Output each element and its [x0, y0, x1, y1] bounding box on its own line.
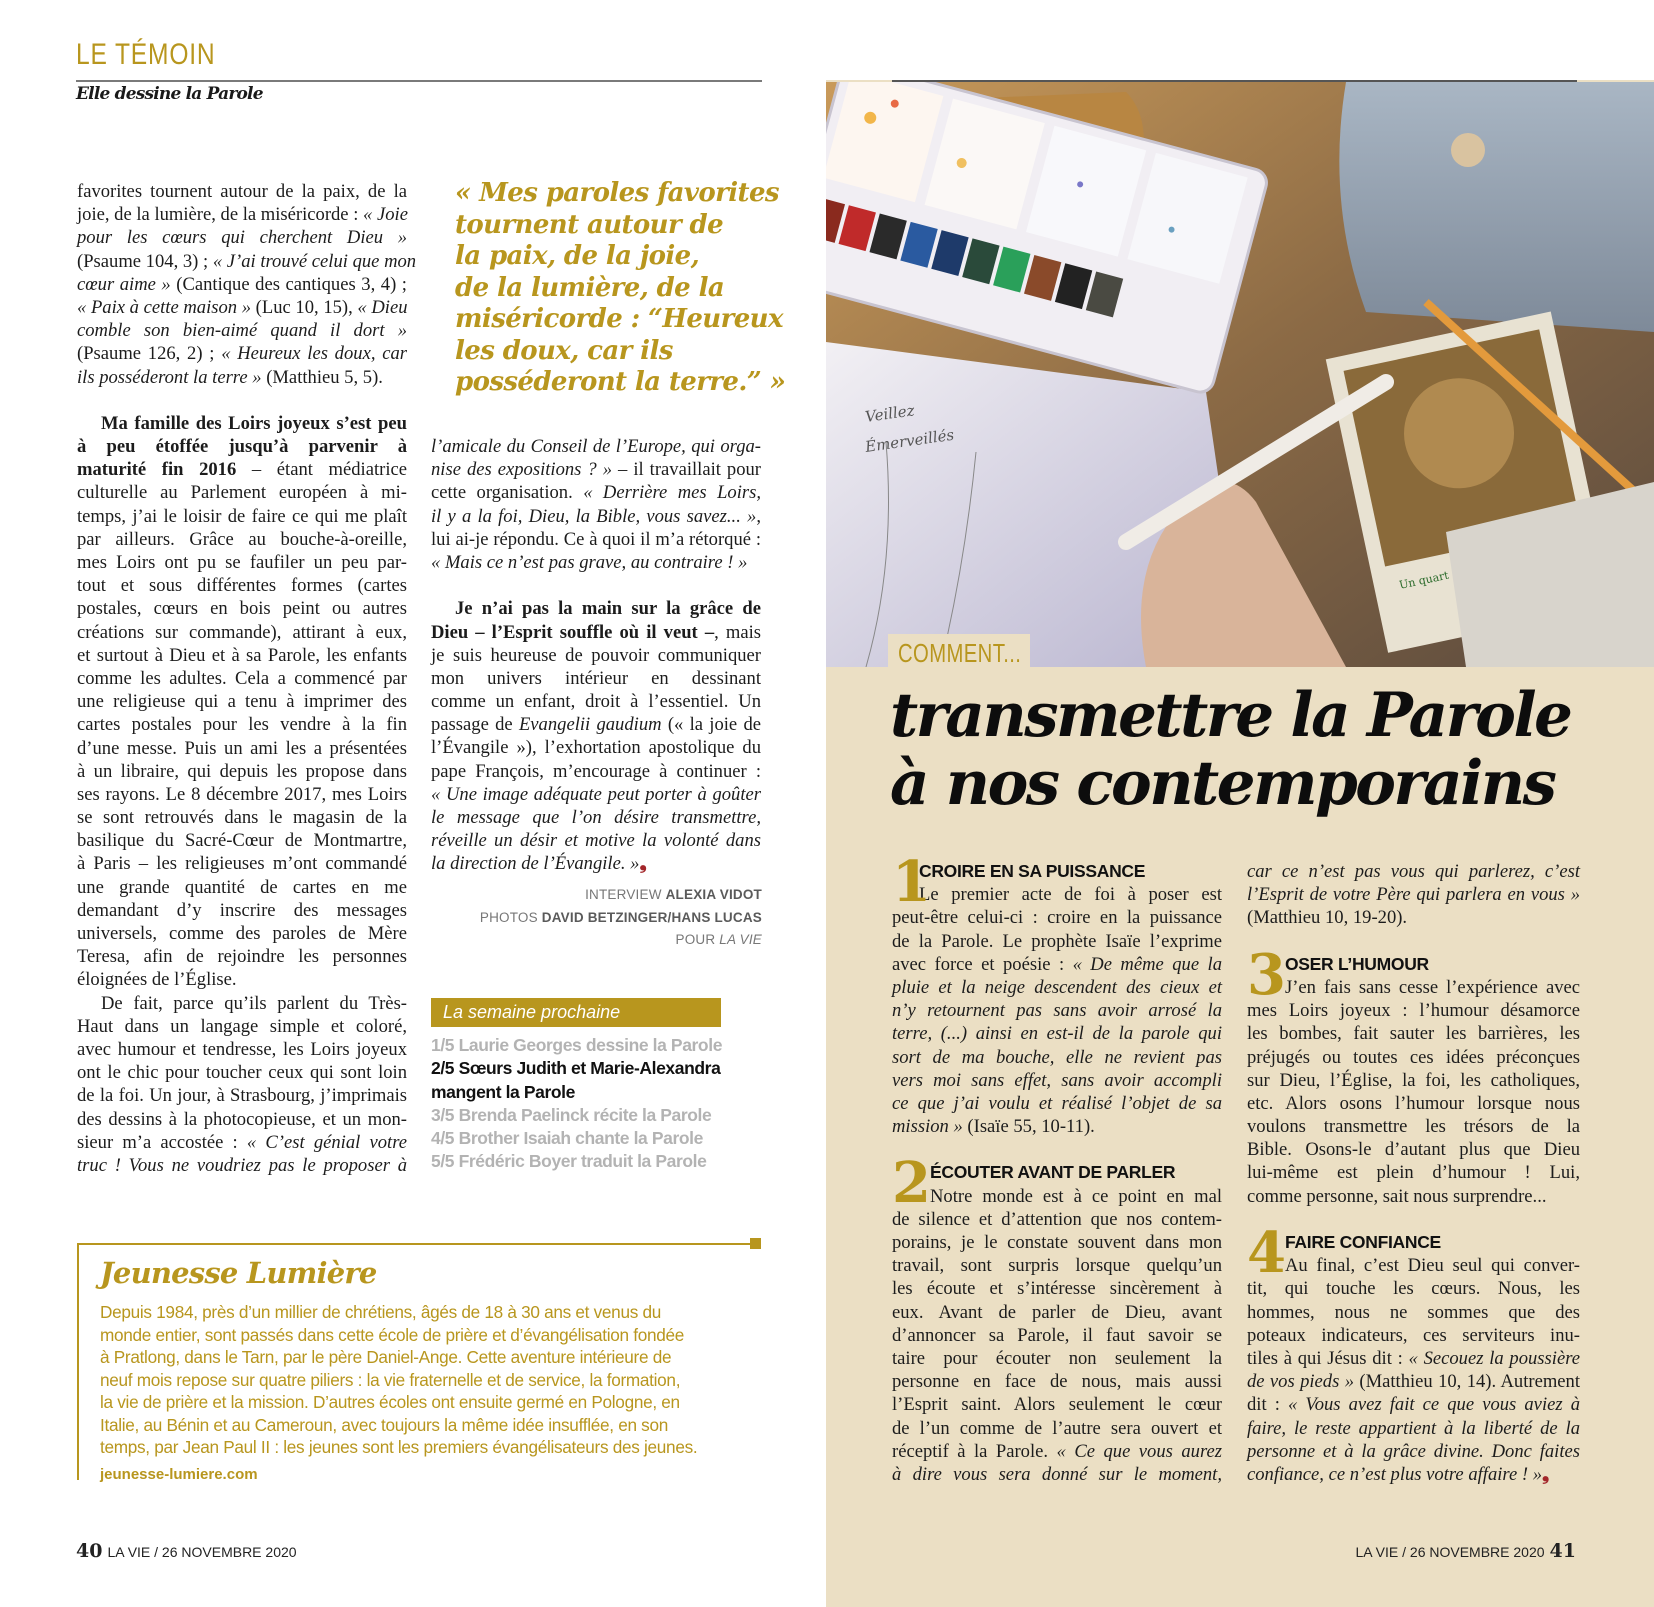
text-line: tout et sous différentes formes (cartes — [77, 575, 407, 597]
text-line: maturité fin 2016 – étant médiatrice — [77, 459, 407, 481]
text-line: joie, de la lumière, de la miséricorde : « Joie — [77, 204, 408, 226]
step-title: FAIRE CONFIANCE — [1285, 1232, 1441, 1252]
folio-text: LA VIE / 26 NOVEMBRE 2020 — [1355, 1544, 1545, 1560]
text-line: cette organisation. « Derrière mes Loirs, — [431, 482, 761, 504]
step-title: OSER L’HUMOUR — [1285, 953, 1429, 974]
text-line: lui ai-je répondu. Ce à quoi il m’a rétorqué : — [431, 528, 761, 550]
headline: transmettre la Parole à nos contemporains — [890, 680, 1571, 819]
text-line: la direction de l’Évangile. »❟ — [431, 853, 647, 875]
text-line: et surtout à Dieu et à sa Parole, les enfants — [77, 644, 407, 666]
credit-photos: PHOTOS DAVID BETZINGER/HANS LUCAS — [479, 909, 762, 925]
text-line: à peu étoffée jusqu’à parvenir à — [77, 436, 407, 458]
text-line: cartes postales pour les vendre à la fin — [77, 714, 407, 736]
next-week-header: La semaine prochaine — [431, 998, 721, 1027]
text-line: favorites tournent autour de la paix, de la — [77, 181, 407, 202]
folio-right — [1355, 1540, 1576, 1562]
text-line: nise des expositions ? » – il travaillait pour — [431, 459, 761, 481]
text-line: réveille un désir et motive la volonté dans — [431, 830, 761, 852]
box-corner-square-icon — [750, 1238, 761, 1249]
step-title: CROIRE EN SA PUISSANCE — [919, 861, 1146, 881]
text-line: (Psaume 126, 2) ; « Heureux les doux, car — [77, 343, 407, 365]
text-line: se sont retrouvés dans le magasin de la — [77, 807, 407, 829]
text-line: éloignées de l’Église. — [77, 969, 237, 991]
text-line: comme les adultes. Cela a commencé par — [77, 667, 407, 689]
text-line: par ailleurs. Grâce au bouche-à-oreille, — [77, 528, 407, 550]
step-3: 3 OSER L’HUMOUR J’en fais sans cesse l’expérience avec mes Loirs joyeux : l’humour désamorce les bombes, fait sauter les barrières, les préjugés ou toutes ces idées préconçues sur Dieu, l’Église, la foi, les catholiques, etc. Alors osons l’humour lorsque nous voulons transmettre les trésors de la Bible. Osons-le d’autant plus que Dieu lui-même est plein d’humour ! Lui, comme personne, sait nous surprendre... — [1247, 941, 1580, 1207]
text-line: pape François, m’encourage à continuer : — [431, 760, 761, 782]
article-column-2 — [431, 435, 761, 876]
text-line: pour les cœurs qui cherchent Dieu » — [77, 227, 407, 249]
text-line: des dessins à la photocopieuse, et un mon- — [77, 1108, 407, 1130]
text-line: postales, cœurs en bois peint ou autres — [77, 598, 407, 620]
folio-left — [76, 1540, 297, 1562]
text-line: (Psaume 104, 3) ; « J’ai trouvé celui que mon — [77, 250, 417, 272]
text-line: le message que l’on désire transmettre, — [431, 807, 761, 828]
end-mark-icon: ❟ — [1542, 1463, 1550, 1485]
text-line: d’une messe. Puis un ami les a présentées — [77, 737, 407, 759]
text-line: comme un enfant, droit à l’essentiel. Un — [431, 691, 761, 713]
text-line: basilique du Sacré-Cœur de Montmartre, — [77, 830, 407, 852]
credits — [440, 884, 762, 952]
next-week-item: 5/5 Frédéric Boyer traduit la Parole — [431, 1151, 707, 1172]
next-week-item: 1/5 Laurie Georges dessine la Parole — [431, 1035, 723, 1055]
section-title: LE TÉMOIN — [76, 38, 216, 71]
article-column-1 — [77, 180, 417, 1177]
text-line: « Une image adéquate peut porter à goûter — [431, 783, 761, 805]
photo-watercolor-painting — [826, 82, 1654, 667]
end-mark-icon: ❟ — [639, 853, 647, 875]
section-tag: COMMENT... — [898, 638, 1022, 668]
text-line: passage de Evangelii gaudium (« la joie de — [431, 714, 761, 736]
box-top-rule — [77, 1243, 752, 1245]
next-week-item-current: mangent la Parole — [431, 1081, 575, 1102]
credit-interview: INTERVIEW ALEXIA VIDOT — [585, 887, 762, 902]
text-line: cœur aime » (Cantique des cantiques 3, 4) ; — [77, 273, 407, 295]
credit-for: POUR LA VIE — [675, 932, 762, 947]
text-line: Je n’ai pas la main sur la grâce de — [455, 598, 761, 620]
text-line: Teresa, afin de rejoindre les personnes — [77, 946, 407, 968]
step-1: 1 CROIRE EN SA PUISSANCE Le premier acte de foi à poser est peut-être celui-ci : croire en la puissance de la Parole. Le prophète Isaïe l’exprime avec force et poésie : « De même que la pluie et la neige descendent des cieux et n’y retournent pas sans avoir arrosé la terre, (...) ainsi en est-il de la parole qui sort de ma bouche, elle ne revient pas vers moi sans effet, sans avoir accompli ce que j’ai voulu et réalisé l’objet de sa mission » (Isaïe 55, 10-11). — [892, 849, 1222, 1138]
text-line: une religieuse qui a tenu à imprimer des — [77, 691, 407, 713]
step-2: 2 ÉCOUTER AVANT DE PARLER Notre monde est à ce point en mal de silence et d’attention que nos contem- porains, je le constate souvent dans mon travail, sont surpris lorsque quelqu’un les écoute et s’intéresse sincèrement à eux. Avant de parler de Dieu, avant d’annoncer sa Parole, il faut savoir se taire pour écouter non seulement la personne en face de nous, mais aussi l’Esprit saint. Alors seulement le cœur de l’un comme de l’autre sera ouvert et réceptif à la Parole. « Ce que vous aurez à dire vous sera donné sur le moment, — [892, 1150, 1223, 1485]
next-week-item-current: 2/5 Sœurs Judith et Marie-Alexandra — [431, 1058, 721, 1079]
text-line: sieur m’a accostée : « C’est génial votre — [77, 1131, 408, 1153]
text-line: l’Évangile »), l’exhortation apostolique du — [431, 737, 761, 759]
text-line: avec humour et tendresse, les Loirs joyeux — [77, 1038, 407, 1060]
text-line: demandant d’y inscrire des messages — [77, 899, 407, 921]
text-line: l’amicale du Conseil de l’Europe, qui orga- — [431, 436, 761, 457]
svg-text:Veillez: Veillez — [864, 401, 916, 426]
text-line: De fait, parce qu’ils parlent du Très- — [101, 992, 407, 1014]
text-line: truc ! Vous ne voudriez pas le proposer à — [77, 1154, 407, 1176]
text-line: temps, j’ai le loisir de faire ce qui me plaît — [77, 505, 407, 527]
step-number: 1 — [892, 849, 931, 915]
step-title: ÉCOUTER AVANT DE PARLER — [930, 1162, 1176, 1183]
step-number: 4 — [1247, 1220, 1286, 1286]
box-title: Jeunesse Lumière — [100, 1256, 377, 1290]
box-body: Depuis 1984, près d’un millier de chrétiens, âgés de 18 à 30 ans et venus du monde entier, sont passés dans cette école de prière et d’évangélisation fondée à Pratlong, dans le Tarn, par le père Daniel-Ange. Cette aventure intérieure de neuf mois repose sur quatre piliers : la vie fraternelle et de service, la formation, la vie de prière et la mission. D’autres écoles ont ensuite germé en Pologne, en Italie, au Bénin et au Cameroun, avec toujours la même idée insufflée, en son temps, par Jean Paul II : les jeunes sont les premiers évangélisateurs des jeunes. — [100, 1302, 698, 1457]
text-line: ils posséderont la terre » (Matthieu 5, 5). — [77, 366, 383, 388]
text-line: ont le chic pour toucher ceux qui sont loin — [77, 1062, 407, 1084]
steps-column-1 — [892, 849, 1223, 1486]
text-line: à un libraire, qui depuis les propose dans — [77, 760, 407, 782]
text-line: comble son bien-aimé quand il dort » — [77, 320, 407, 342]
page-number: 41 — [1549, 1540, 1576, 1562]
svg-text:Un quart d'heure en présence d: Un quart — [1398, 568, 1450, 592]
pull-quote: « Mes paroles favorites tournent autour de la paix, de la joie, de la lumière, de la miséricorde : “Heureux les doux, car ils posséderont la terre.” » — [455, 178, 786, 397]
page-number: 40 — [76, 1540, 103, 1562]
next-week-item: 3/5 Brenda Paelinck récite la Parole — [431, 1104, 712, 1125]
text-line: ses rayons. Le 8 décembre 2017, mes Loirs — [77, 783, 407, 805]
text-line: « Mais ce n’est pas grave, au contraire ! » — [431, 551, 748, 573]
text-line: à Paris – les religieuses m’ont commandé — [77, 853, 407, 875]
text-line: « Paix à cette maison » (Luc 10, 15), « Dieu — [77, 296, 408, 318]
box-left-rule — [77, 1243, 79, 1480]
text-line: mes Loirs ont pu se faufiler un peu par- — [77, 552, 407, 573]
text-line: Dieu – l’Esprit souffle où il veut –, mais — [431, 621, 762, 643]
text-line: il y a la foi, Dieu, la Bible, vous savez... », — [431, 505, 761, 527]
header-rule — [76, 80, 762, 82]
svg-text:Émerveillés: Émerveillés — [864, 425, 956, 456]
next-week-item: 4/5 Brother Isaiah chante la Parole — [431, 1128, 703, 1149]
next-week-list — [431, 1034, 741, 1174]
series-subtitle: Elle dessine la Parole — [76, 84, 263, 104]
steps-column-2: car ce n’est pas vous qui parlerez, c’est l’Esprit de votre Père qui parlera en vous » (Matthieu 10, 19-20). 3 OSER L’HUMOUR J’en fais sans cesse l’expérience avec mes Loirs joyeux : l’humour désamorce les bombes, fait sauter les barrières, les préjugés ou toutes ces idées préconçues sur Dieu, l’Église, la foi, les catholiques, etc. Alors osons l’humour lorsque nous voulons transmettre les trésors de la Bible. Osons-le d’autant plus que Dieu lui-même est plein d’humour ! Lui, comme personne, sait nous surprendre... 4 FAIRE CONFIANCE Au final, c’est Dieu seul qui conver- tit, qui touche les cœurs. Nous, les hommes, nous ne sommes que des poteaux indicateurs, ces serviteurs inu- tiles à qui Jésus dit : « Secouez la poussière de vos pieds » (Matthieu 10, 14). Autrement dit : « Vous avez fait ce que vous aviez à faire, le reste appartient à la liberté de la personne et à la grâce divine. Donc faites confiance, ce n’est plus votre affaire ! »❟ — [1247, 861, 1580, 1485]
step-4: 4 FAIRE CONFIANCE Au final, c’est Dieu seul qui conver- tit, qui touche les cœurs. Nous, les hommes, nous ne sommes que des poteaux indicateurs, ces serviteurs inu- tiles à qui Jésus dit : « Secouez la poussière de vos pieds » (Matthieu 10, 14). Autrement dit : « Vous avez fait ce que vous aviez à faire, le reste appartient à la liberté de la personne et à la grâce divine. Donc faites confiance, ce n’est plus votre affaire ! »❟ — [1247, 1220, 1580, 1485]
text-line: mon univers intérieur en dessinant — [431, 667, 761, 689]
right-header-rule — [892, 80, 1577, 82]
step-number: 2 — [892, 1150, 931, 1217]
box-website-link[interactable]: jeunesse-lumiere.com — [100, 1466, 258, 1483]
text-line: une grande quantité de cartes en me — [77, 876, 407, 898]
folio-text: LA VIE / 26 NOVEMBRE 2020 — [107, 1544, 297, 1560]
text-line: Haut dans un langage simple et coloré, — [77, 1015, 407, 1037]
text-line: Ma famille des Loirs joyeux s’est peu — [101, 412, 407, 434]
text-line: de la foi. Un jour, à Strasbourg, j’imprimais — [77, 1085, 407, 1107]
text-line: universels, comme des paroles de Mère — [77, 923, 407, 944]
text-line: je suis heureuse de pouvoir communiquer — [431, 644, 761, 666]
text-line: culturelle au Parlement européen à mi- — [77, 482, 407, 504]
step-number: 3 — [1247, 941, 1286, 1008]
text-line: créations sur commande), attirant à eux, — [77, 621, 407, 643]
